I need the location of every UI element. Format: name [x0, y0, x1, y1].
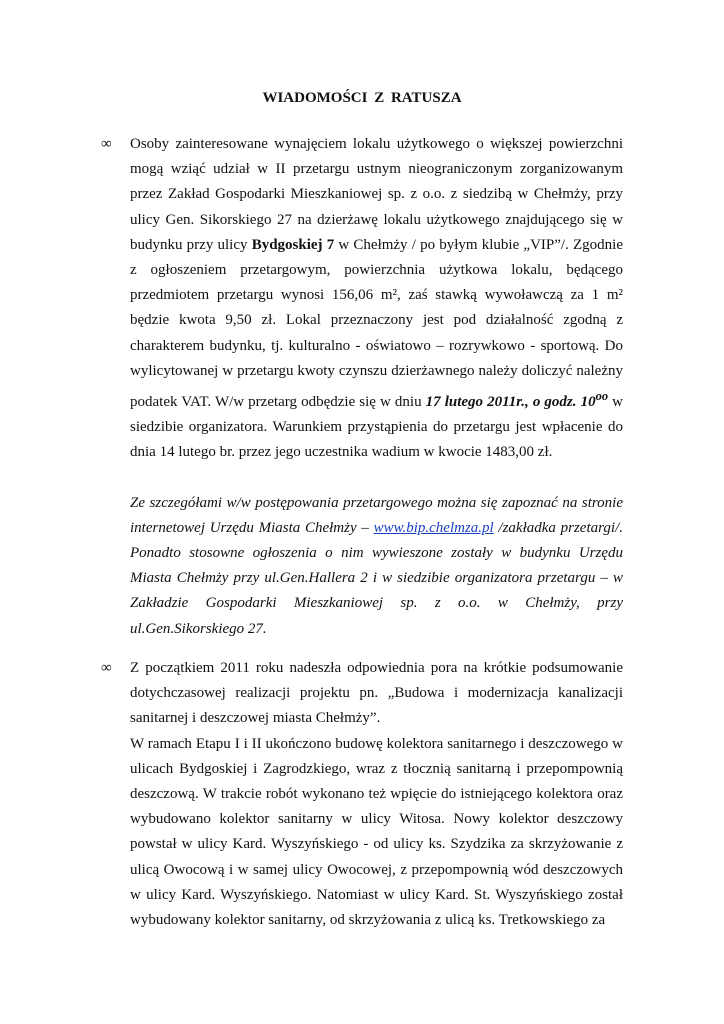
tender-paragraph — [130, 132, 623, 466]
note-text-b: /zakładka przetargi/. Ponadto stosowne ogłoszenia o nim wywieszone zostały w budynku Urzędu Miasta Chełmży przy ul.Gen.Hallera 2 i w siedzibie organizatora przetargu – w Zakładzie Gospodarki Mieszkaniowej sp. z o.o. w Chełmży, przy ul.Gen.Sikorskiego 27. — [130, 519, 623, 637]
bip-link[interactable]: www.bip.chelmza.pl — [373, 519, 494, 536]
project-paragraph-2: W ramach Etapu I i II ukończono budowę kolektora sanitarnego i deszczowego w ulicach Bydgoskiej i Zagrodzkiego, wraz z tłocznią sanitarną i przepompownią deszczową. W trakcie robót wykonano też wpięcie do istniejącego kolektora oraz wybudowano kolektor sanitarny w ulicy Witosa. Nowy kolektor deszczowy powstał w ulicy Kard. Wyszyńskiego - od ulicy ks. Szydzika za skrzyżowanie z ulicą Owocową i w samej ulicy Owocowej, z przepompownią wód deszczowych w ulicy Kard. Wyszyńskiego. Natomiast w ulicy Kard. St. Wyszyńskiego został wybudowany kolektor sanitarny, od skrzyżowania z ulicą ks. Tretkowskiego za — [130, 735, 623, 929]
list-item-sewer-project — [101, 656, 623, 933]
tender-text-a: Osoby zainteresowane wynajęciem lokalu użytkowego o większej powierzchni mogą wziąć udział w II przetargu ustnym nieograniczonym zorganizowanym przez Zakład Gospodarki Mieszkaniowej sp. z o.o. z siedzibą w Chełmży, przy ulicy Gen. Sikorskiego 27 na dzierżawę lokalu użytkowego znajdującego się w budynku przy ulicy — [130, 136, 623, 253]
infinity-bullet-icon: ∞ — [101, 136, 112, 152]
page-title: WIADOMOŚCI Z RATUSZA — [262, 90, 462, 106]
project-paragraph-1: Z początkiem 2011 roku nadeszła odpowiednia pora na krótkie podsumowanie dotychczasowej realizacji projektu pn. „Budowa i modernizacja kanalizacji sanitarnej i deszczowej miasta Chełmży”. — [130, 660, 623, 727]
tender-text-c: w siedzibie organizatora. Warunkiem przystąpienia do przetargu jest wpłacenie do dnia 14 lutego br. przez jego uczestnika wadium w kwocie 1483,00 zł. — [130, 394, 623, 461]
tender-text-b: w Chełmży / po byłym klubie „VIP”/. Zgodnie z ogłoszeniem przetargowym, powierzchnia użytkowa lokalu, będącego przedmiotem przetargu wynosi 156,06 m², zaś stawką wywoławczą za 1 m² będzie kwota 9,50 zł. Lokal przeznaczony jest pod działalność zgodną z charakterem budynku, tj. kulturalno - oświatowo – rozrywkowo - sportową. Do wylicytowanej w przetargu kwoty czynszu dzierżawnego należy doliczyć należny podatek VAT. W/w przetarg odbędzie się w dniu — [130, 236, 623, 411]
tender-note — [130, 491, 623, 642]
tender-time-sup: oo — [595, 389, 609, 404]
note-text-a: Ze szczegółami w/w postępowania przetargowego można się zapoznać na stronie internetowej Urzędu Miasta Chełmży – — [130, 494, 623, 536]
list-item-tender — [101, 132, 623, 642]
infinity-bullet-icon: ∞ — [101, 660, 112, 676]
tender-address: Bydgoskiej 7 — [251, 236, 335, 253]
tender-date: 17 lutego 2011r., o godz. $10^{oo}$ — [425, 389, 609, 411]
